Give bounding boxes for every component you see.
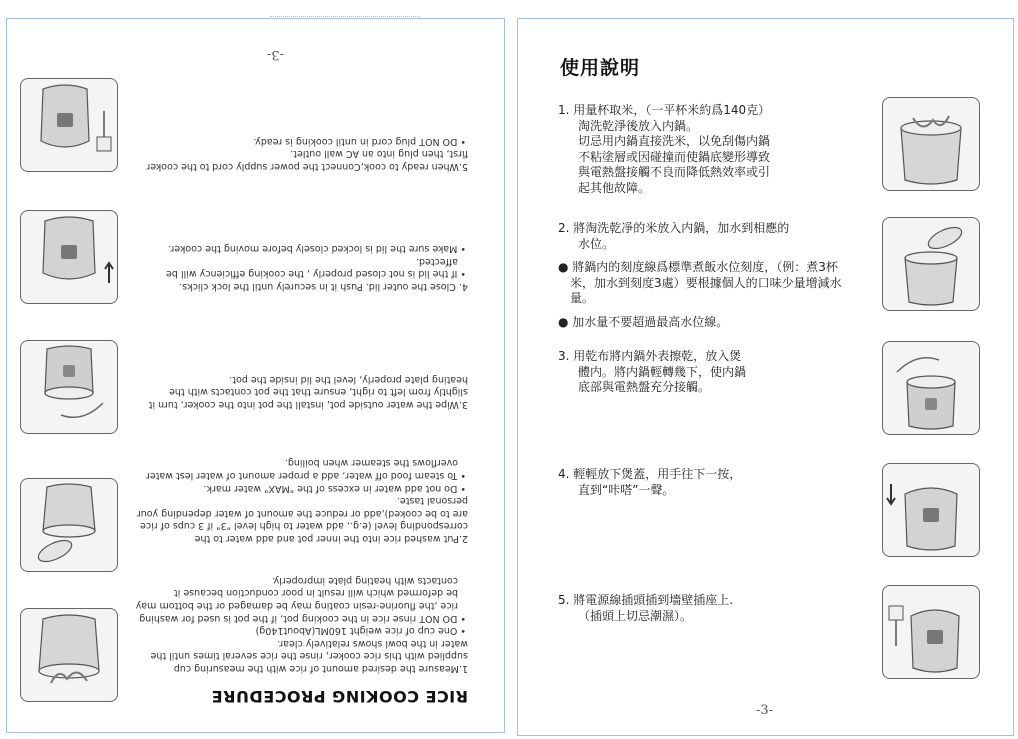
illustration-plugging-in <box>882 585 980 679</box>
step-heading: 5.When ready to cook,Connect the power supply cord to the cooker first, then plug into an AC wall outlet. <box>146 148 468 172</box>
rice-cooker-icon <box>21 341 117 433</box>
left-page-english <box>6 18 505 733</box>
step-line: 2. 將淘洗乾凈的米放入内鍋，加水到相應的 <box>558 221 790 235</box>
english-step-1 <box>132 573 468 674</box>
step-line: 底部與電熱盤充分接觸。 <box>578 380 711 394</box>
illustration-washing-rice <box>882 97 980 191</box>
illustration-placing-pot <box>882 341 980 435</box>
step-heading: 4. Close the outer lid. Push it in securely until the lock clicks. <box>179 281 468 292</box>
step-line: 起其他故障。 <box>578 180 651 195</box>
step-line: 體内。將内鍋輕轉幾下，使内鍋 <box>578 364 747 379</box>
english-step-5 <box>132 134 468 172</box>
step-heading: 3.Wipe the water outside pot, install the pot into the cooker, turn it slightly from left to right, ensure that the pot contacts with the heating plate properly, level the lid inside the pot. <box>148 373 468 410</box>
illustration-adding-water <box>882 217 980 311</box>
step-heading: 2.Put washed rice into the inner pot and add water to the corresponding level (e.g., add water to high level "3" if 3 cups of rice are to be cooked),add or reduce the amount of water depending your personal taste. <box>136 495 468 544</box>
power-plug-icon <box>21 79 117 171</box>
step-bullet: ● 加水量不要超過最高水位線。 <box>558 314 729 329</box>
step-bullet: • One cup of rice weight 160ML(About140g) <box>255 625 466 637</box>
chinese-step-5 <box>558 593 858 624</box>
power-plug-icon <box>883 586 979 678</box>
step-bullet: • To steam food off water, add a proper amount of water lest water overflows the steamer when boiling. <box>145 457 466 482</box>
step-heading: 1.Measure the desired amount of rice with the measuring cup supplied with this rice cooker, rinse the rice several times until the water in the bowl shows relatively clear. <box>150 637 468 674</box>
english-page-number: -3- <box>266 47 284 62</box>
illustration-closing-lid <box>882 463 980 557</box>
step-line: 水位。 <box>578 236 615 251</box>
chinese-page-number: -3- <box>756 703 774 718</box>
rice-pot-icon <box>21 609 117 701</box>
rice-cooker-icon <box>883 464 979 556</box>
rice-pot-icon <box>883 98 979 190</box>
illustration-placing-pot <box>20 340 118 434</box>
step-bullet: • Make sure the lid is locked closely before moving the cooker. <box>168 243 466 255</box>
rice-cooker-icon <box>21 211 117 303</box>
step-line: 1. 用量杯取米，（一平杯米約爲140克） <box>558 103 771 117</box>
chinese-step-2 <box>558 221 858 330</box>
step-line: 4. 輕輕放下煲蓋，用手往下一按， <box>558 467 742 481</box>
chinese-step-1 <box>558 103 858 196</box>
step-line: 3. 用乾布將内鍋外表擦乾，放入煲 <box>558 349 742 363</box>
english-step-4 <box>132 242 468 292</box>
step-line: 與電熱盤接觸不良而降低熱效率或引 <box>578 165 771 179</box>
pouring-bowl-icon <box>883 218 979 310</box>
english-step-3 <box>132 372 468 410</box>
pouring-bowl-icon <box>21 479 117 571</box>
right-page-chinese <box>517 18 1014 736</box>
illustration-washing-rice <box>20 608 118 702</box>
step-line: （插頭上切忌潮濕）。 <box>578 608 693 623</box>
english-step-2 <box>132 456 468 544</box>
step-bullet: • Do not add water in excess of the "MAX" water mark. <box>203 482 466 494</box>
rotated-content <box>7 19 504 732</box>
step-line: 5. 將電源線插頭插到墻壁插座上. <box>558 593 734 607</box>
step-bullet: • If the lid is not closed properly , the cooking efficiency will be affected. <box>166 255 466 280</box>
chinese-title: 使用說明 <box>560 57 641 79</box>
step-line: 淘洗乾淨後放入内鍋。 <box>578 118 699 133</box>
step-line: 不粘塗層或因碰撞而使鍋底變形導致 <box>578 149 771 164</box>
step-bullet: • DO NOT rinse rice in the cooking pot, if the pot is used for washing rice ,the fluorine-resin coating may be damaged or the bottom may be deformed which will result in poor conduction because it contacts with heating plate improperly. <box>135 574 466 624</box>
illustration-adding-water <box>20 478 118 572</box>
step-bullet: • DO NOT plug cord in until cooking is ready. <box>253 135 466 147</box>
illustration-closing-lid <box>20 210 118 304</box>
step-line: 直到“咔嗒”一聲。 <box>578 482 675 497</box>
chinese-step-3 <box>558 349 858 396</box>
english-title: RICE COOKING PROCEDURE <box>211 687 468 706</box>
rice-cooker-icon <box>883 342 979 434</box>
step-line: 切忌用内鍋直接洗米，以免刮傷内鍋 <box>578 134 771 148</box>
chinese-step-4 <box>558 467 858 498</box>
illustration-plugging-in <box>20 78 118 172</box>
step-bullet: ● 將鍋内的刻度線爲標準煮飯水位刻度，（例：煮3杯米，加水到刻度3處）要根據個人的口味少量增減水量。 <box>558 260 842 305</box>
